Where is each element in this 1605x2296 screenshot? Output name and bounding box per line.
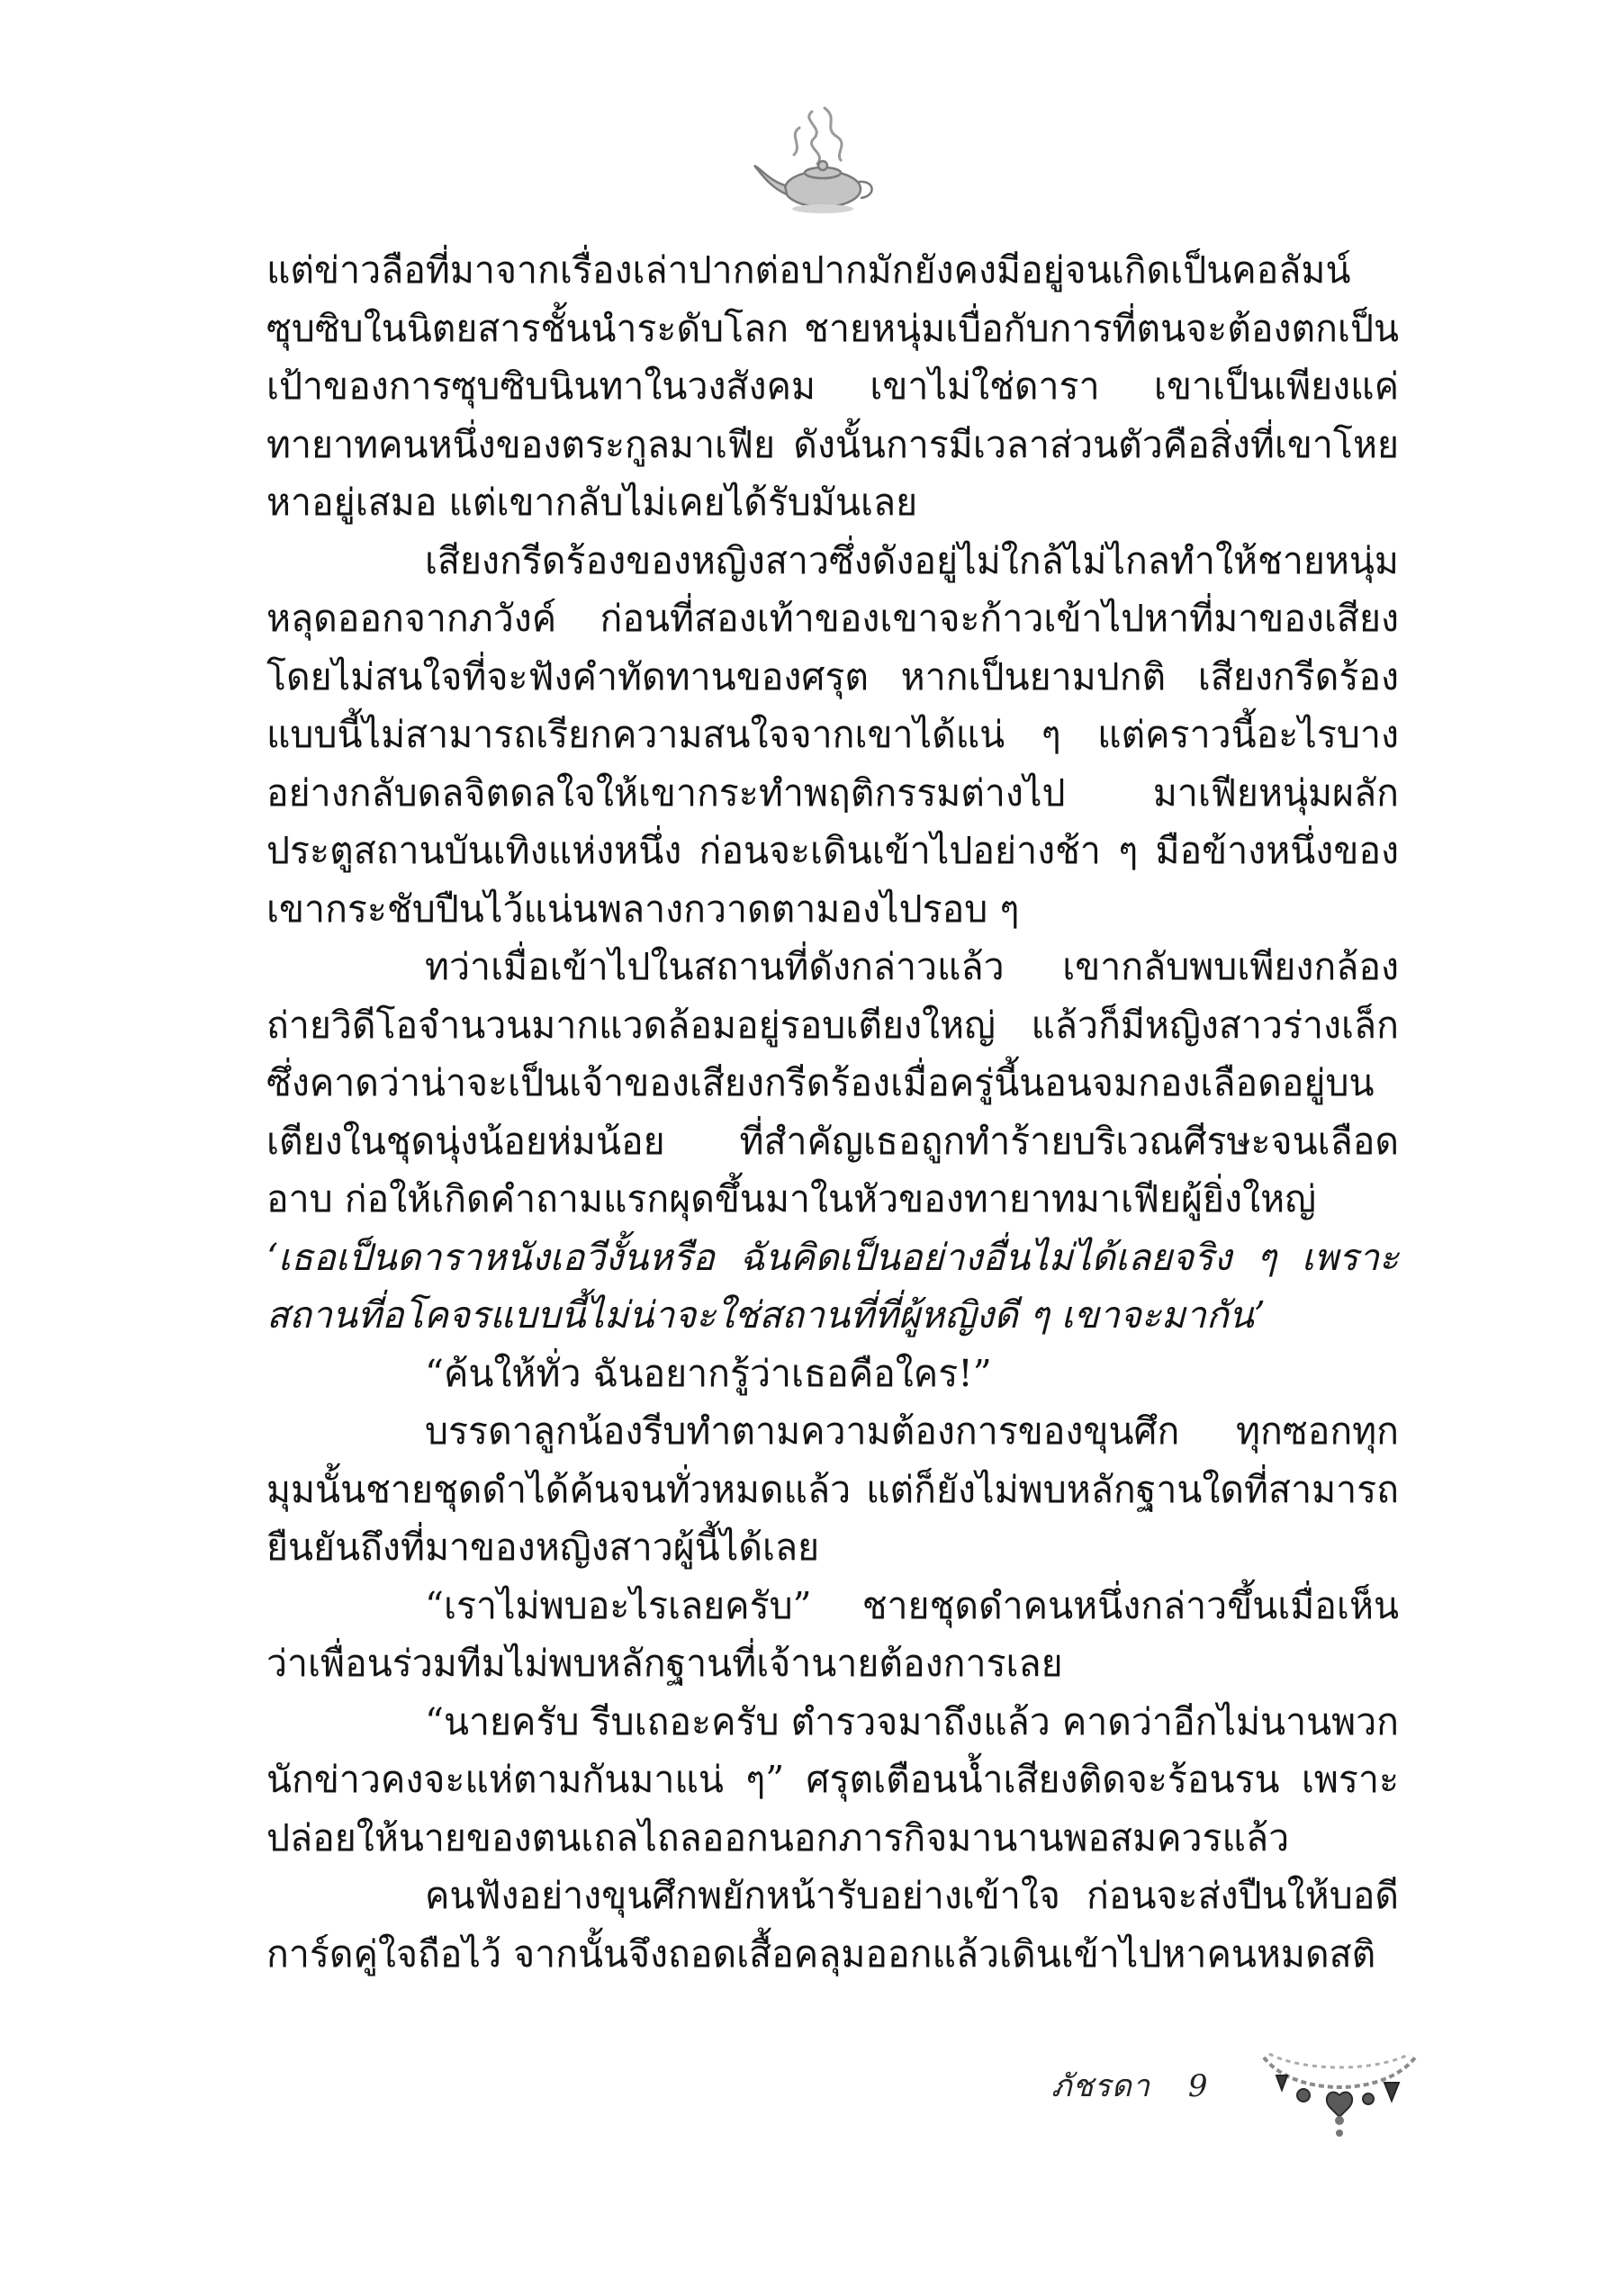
page-number: 9 [1187, 2068, 1209, 2104]
body-text [266, 241, 1399, 1983]
book-title: ภัชรดา [1051, 2068, 1150, 2104]
paragraph: แต่ข่าวลือที่มาจากเรื่องเล่าปากต่อปากมักยังคงมีอยู่จนเกิดเป็นคอลัมน์ซุบซิบในนิตยสารชั้นนำระดับโลก ชายหนุ่มเบื่อกับการที่ตนจะต้องตกเป็นเป้าของการซุบซิบนินทาในวงสังคม เขาไม่ใช่ดารา เขาเป็นเพียงแค่ทายาทคนหนึ่งของตระกูลมาเฟีย ดังนั้นการมีเวลาส่วนตัวคือสิ่งที่เขาโหยหาอยู่เสมอ แต่เขากลับไม่เคยได้รับมันเลย [266, 248, 1399, 524]
teapot-ornament-icon [749, 101, 882, 218]
page-footer [1051, 2061, 1209, 2110]
charm-bracelet-icon [1249, 2012, 1429, 2165]
paragraph: คนฟังอย่างขุนศึกพยักหน้ารับอย่างเข้าใจ ก่อนจะส่งปืนให้บอดีการ์ดคู่ใจถือไว้ จากนั้นจึงถอดเสื้อคลุมออกแล้วเดินเข้าไปหาคนหมดสติ [266, 1874, 1399, 1976]
paragraph: ทว่าเมื่อเข้าไปในสถานที่ดังกล่าวแล้ว เขากลับพบเพียงกล้องถ่ายวิดีโอจำนวนมากแวดล้อมอยู่รอบเตียงใหญ่ แล้วก็มีหญิงสาวร่างเล็กซึ่งคาดว่าน่าจะเป็นเจ้าของเสียงกรีดร้องเมื่อครู่นี้นอนจมกองเลือดอยู่บนเตียงในชุดนุ่งน้อยห่มน้อย ที่สำคัญเธอถูกทำร้ายบริเวณศีรษะจนเลือดอาบ ก่อให้เกิดคำถามแรกผุดขึ้นมาในหัวของทายาทมาเฟียผู้ยิ่งใหญ่ [266, 945, 1399, 1220]
dialogue-paragraph: “นายครับ รีบเถอะครับ ตำรวจมาถึงแล้ว คาดว่าอีกไม่นานพวกนักข่าวคงจะแห่ตามกันมาแน่ ๆ” ศรุตเตือนน้ำเสียงติดจะร้อนรน เพราะปล่อยให้นายของตนเถลไถลออกนอกภารกิจมานานพอสมควรแล้ว [266, 1699, 1399, 1859]
dialogue-paragraph: “ค้นให้ทั่ว ฉันอยากรู้ว่าเธอคือใคร!” [425, 1351, 992, 1395]
italic-thought-paragraph: ‘เธอเป็นดาราหนังเอวีงั้นหรือ ฉันคิดเป็นอย่างอื่นไม่ได้เลยจริง ๆ เพราะสถานที่อโคจรแบบนี้ไม่น่าจะใช่สถานที่ที่ผู้หญิงดี ๆ เขาจะมากัน’ [266, 1235, 1399, 1337]
paragraph: บรรดาลูกน้องรีบทำตามความต้องการของขุนศึก ทุกซอกทุกมุมนั้นชายชุดดำได้ค้นจนทั่วหมดแล้ว แต่ก็ยังไม่พบหลักฐานใดที่สามารถยืนยันถึงที่มาของหญิงสาวผู้นี้ได้เลย [266, 1409, 1399, 1569]
paragraph: เสียงกรีดร้องของหญิงสาวซึ่งดังอยู่ไม่ใกล้ไม่ไกลทำให้ชายหนุ่มหลุดออกจากภวังค์ ก่อนที่สองเท้าของเขาจะก้าวเข้าไปหาที่มาของเสียงโดยไม่สนใจที่จะฟังคำทัดทานของศรุต หากเป็นยามปกติ เสียงกรีดร้องแบบนี้ไม่สามารถเรียกความสนใจจากเขาได้แน่ ๆ แต่คราวนี้อะไรบางอย่างกลับดลจิตดลใจให้เขากระทำพฤติกรรมต่างไป มาเฟียหนุ่มผลักประตูสถานบันเทิงแห่งหนึ่ง ก่อนจะเดินเข้าไปอย่างช้า ๆ มือข้างหนึ่งของเขากระชับปืนไว้แน่นพลางกวาดตามองไปรอบ ๆ [266, 538, 1399, 931]
dialogue-paragraph: “เราไม่พบอะไรเลยครับ” ชายชุดดำคนหนึ่งกล่าวขึ้นเมื่อเห็นว่าเพื่อนร่วมทีมไม่พบหลักฐานที่เจ้านายต้องการเลย [266, 1583, 1399, 1685]
